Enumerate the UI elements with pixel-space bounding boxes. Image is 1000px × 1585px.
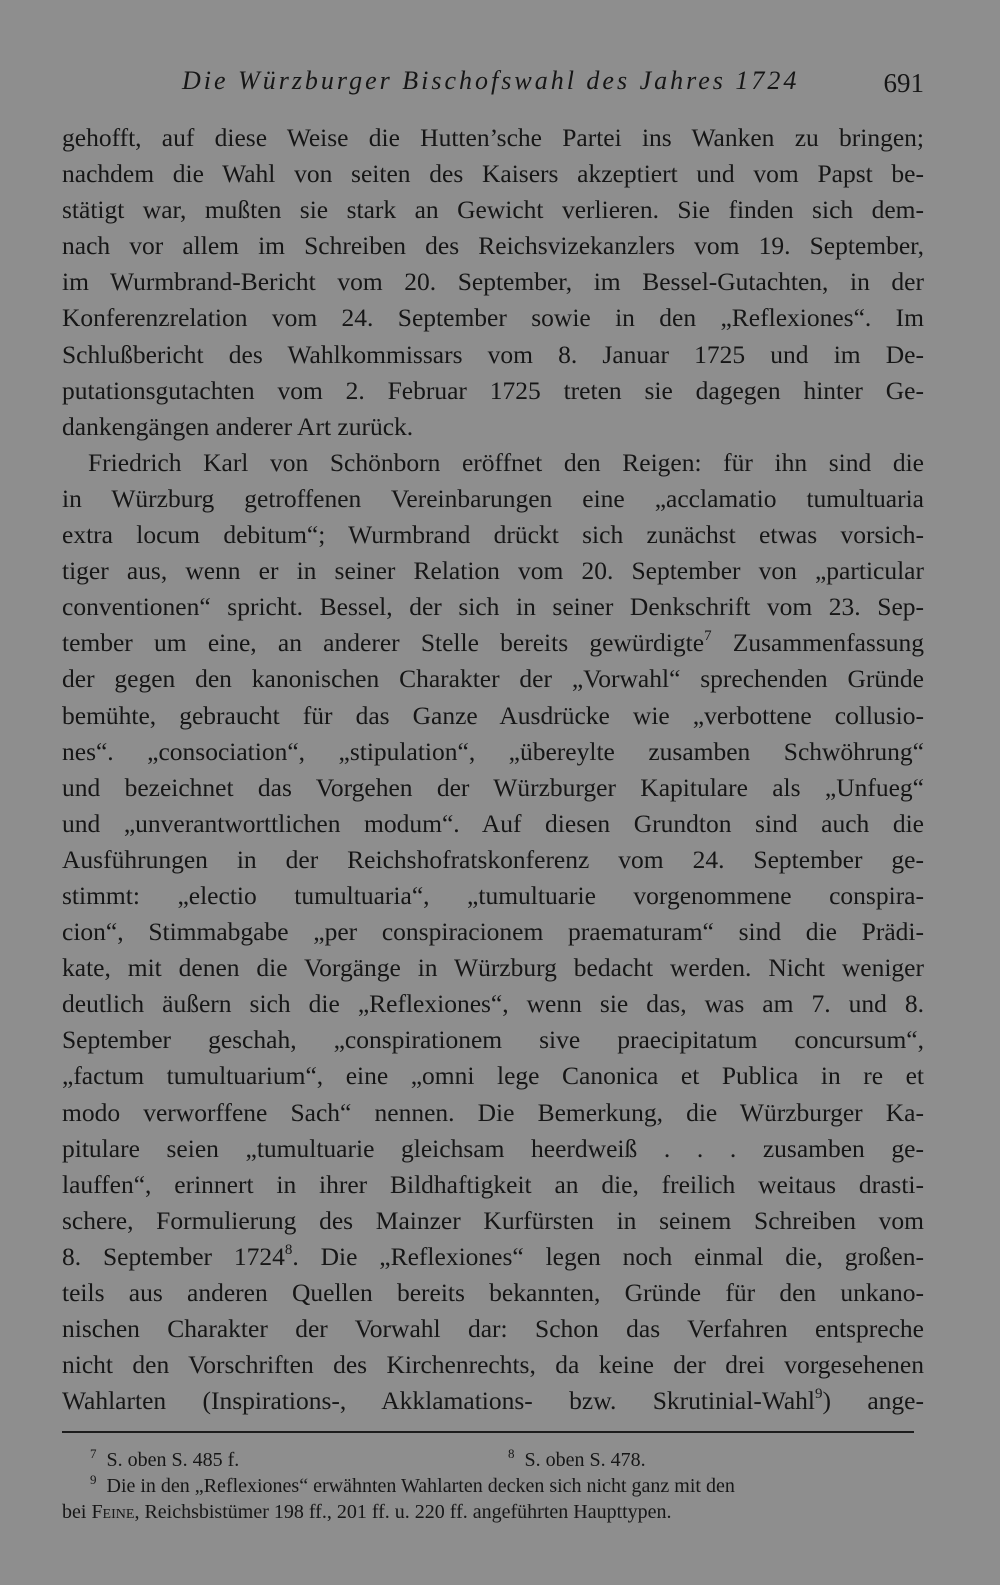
text-line: Ausführungen in der Reichshofratskonferenz vom 24. September ge-	[62, 844, 924, 874]
footnote-text: S. oben S. 485 f.	[106, 1449, 240, 1472]
paragraph-end-line: dankengängen anderer Art zurück.	[62, 411, 414, 441]
paragraph-start-line: Friedrich Karl von Schönborn eröffnet den Reigen: für ihn sind die	[88, 447, 924, 477]
text-line: putationsgutachten vom 2. Februar 1725 treten sie dagegen hinter Ge-	[62, 375, 924, 405]
text-line: deutlich äußern sich die „Reflexiones“, wenn sie das, was am 7. und 8.	[62, 989, 924, 1019]
line-text: 8. September 1724	[62, 1241, 285, 1271]
text-line-with-note	[62, 1239, 924, 1275]
text-line: tiger aus, wenn er in seiner Relation vom 20. September von „particular	[62, 556, 924, 586]
text-line: Schlußbericht des Wahlkommissars vom 8. Januar 1725 und im De-	[62, 339, 924, 369]
footnote-9	[62, 1473, 924, 1499]
text-line: nicht den Vorschriften des Kirchenrechts, da keine der drei vorgesehenen	[62, 1350, 924, 1380]
footnote-text: , Reichsbistümer 198 ff., 201 ff. u. 220 ff. angeführten Haupttypen.	[134, 1501, 672, 1524]
line-text-tail: ) ange-	[822, 1386, 924, 1416]
footnote-row	[62, 1447, 924, 1473]
text-line: in Würzburg getroffenen Vereinbarungen eine „acclamatio tumultuaria	[62, 483, 924, 513]
author-name: Feine	[91, 1501, 135, 1524]
footnote-rule	[62, 1431, 914, 1433]
running-title: Die Würzburger Bischofswahl des Jahres 1724	[182, 66, 800, 95]
text-line: stätigt war, mußten sie stark an Gewicht verlieren. Sie finden sich dem-	[62, 195, 924, 225]
text-line: nach vor allem im Schreiben des Reichsvizekanzlers vom 19. September,	[62, 231, 924, 261]
footnote-mark: 7	[90, 1446, 97, 1462]
footnote-text: Die in den „Reflexiones“ erwähnten Wahlarten decken sich nicht ganz mit den	[106, 1475, 735, 1498]
page-number: 691	[883, 68, 924, 98]
footnotes	[62, 1447, 924, 1525]
text-line: und bezeichnet das Vorgehen der Würzburger Kapitulare als „Unfueg“	[62, 772, 924, 802]
text-line: der gegen den kanonischen Charakter der „Vorwahl“ sprechenden Gründe	[62, 664, 924, 694]
text-line: September geschah, „conspirationem sive praecipitatum concursum“,	[62, 1025, 924, 1055]
text-line: kate, mit denen die Vorgänge in Würzburg bedacht werden. Nicht weniger	[62, 953, 924, 983]
text-line: schere, Formulierung des Mainzer Kurfürsten in seinem Schreiben vom	[62, 1205, 924, 1235]
line-text-tail: . Die „Reflexiones“ legen noch einmal die, großen-	[292, 1241, 924, 1271]
text-line: pitulare seien „tumultuarie gleichsam heerdweiß . . . zusamben ge-	[62, 1133, 924, 1163]
footnote-mark: 9	[90, 1472, 97, 1488]
text-line: stimmt: „electio tumultuaria“, „tumultuarie vorgenommene conspira-	[62, 880, 924, 910]
text-line: conventionen“ spricht. Bessel, der sich in seiner Denkschrift vom 23. Sep-	[62, 592, 924, 622]
running-head	[62, 60, 924, 108]
line-text: tember um eine, an anderer Stelle bereits gewürdigte	[62, 628, 705, 658]
body-text	[62, 120, 924, 1419]
text-line: „factum tumultuarium“, eine „omni lege Canonica et Publica in re et	[62, 1061, 924, 1091]
text-line: lauffen“, erinnert in ihrer Bildhaftigkeit an die, freilich weitaus drasti-	[62, 1169, 924, 1199]
text-line-with-note	[62, 625, 924, 661]
text-line-with-note	[62, 1383, 924, 1419]
document-page	[62, 60, 924, 1525]
footnote-8	[492, 1447, 922, 1473]
text-line: im Wurmbrand-Bericht vom 20. September, im Bessel-Gutachten, in der	[62, 267, 924, 297]
footnote-7	[62, 1447, 492, 1473]
line-text: Wahlarten (Inspirations-, Akklamations- bzw. Skrutinial-Wahl	[62, 1386, 815, 1416]
text-line: nischen Charakter der Vorwahl dar: Schon das Verfahren entspreche	[62, 1314, 924, 1344]
footnote-ref-9: 9	[815, 1386, 823, 1403]
footnote-mark: 8	[508, 1446, 515, 1462]
text-line: und „unverantworttlichen modum“. Auf diesen Grundton sind auch die	[62, 808, 924, 838]
footnote-text: bei	[62, 1501, 87, 1524]
footnote-text: S. oben S. 478.	[524, 1449, 646, 1472]
text-line: cion“, Stimmabgabe „per conspiracionem praematuram“ sind die Prädi-	[62, 917, 924, 947]
text-line: extra locum debitum“; Wurmbrand drückt sich zunächst etwas vorsich-	[62, 520, 924, 550]
footnote-ref-7: 7	[704, 628, 712, 645]
footnote-9-continuation	[62, 1499, 924, 1525]
text-line: nachdem die Wahl von seiten des Kaisers akzeptiert und vom Papst be-	[62, 159, 924, 189]
text-line: teils aus anderen Quellen bereits bekannten, Gründe für den unkano-	[62, 1278, 924, 1307]
footnote-ref-8: 8	[284, 1241, 293, 1258]
text-line: Konferenzrelation vom 24. September sowie in den „Reflexiones“. Im	[62, 303, 924, 333]
line-text-tail: Zusammenfassung	[711, 628, 924, 658]
text-line: bemühte, gebraucht für das Ganze Ausdrücke wie „verbottene collusio-	[62, 700, 924, 730]
text-line: nes“. „consociation“, „stipulation“, „übereylte zusamben Schwöhrung“	[62, 736, 924, 766]
text-line: modo verworffene Sach“ nennen. Die Bemerkung, die Würzburger Ka-	[62, 1097, 924, 1127]
text-line: gehofft, auf diese Weise die Hutten’sche Partei ins Wanken zu bringen;	[62, 123, 924, 152]
